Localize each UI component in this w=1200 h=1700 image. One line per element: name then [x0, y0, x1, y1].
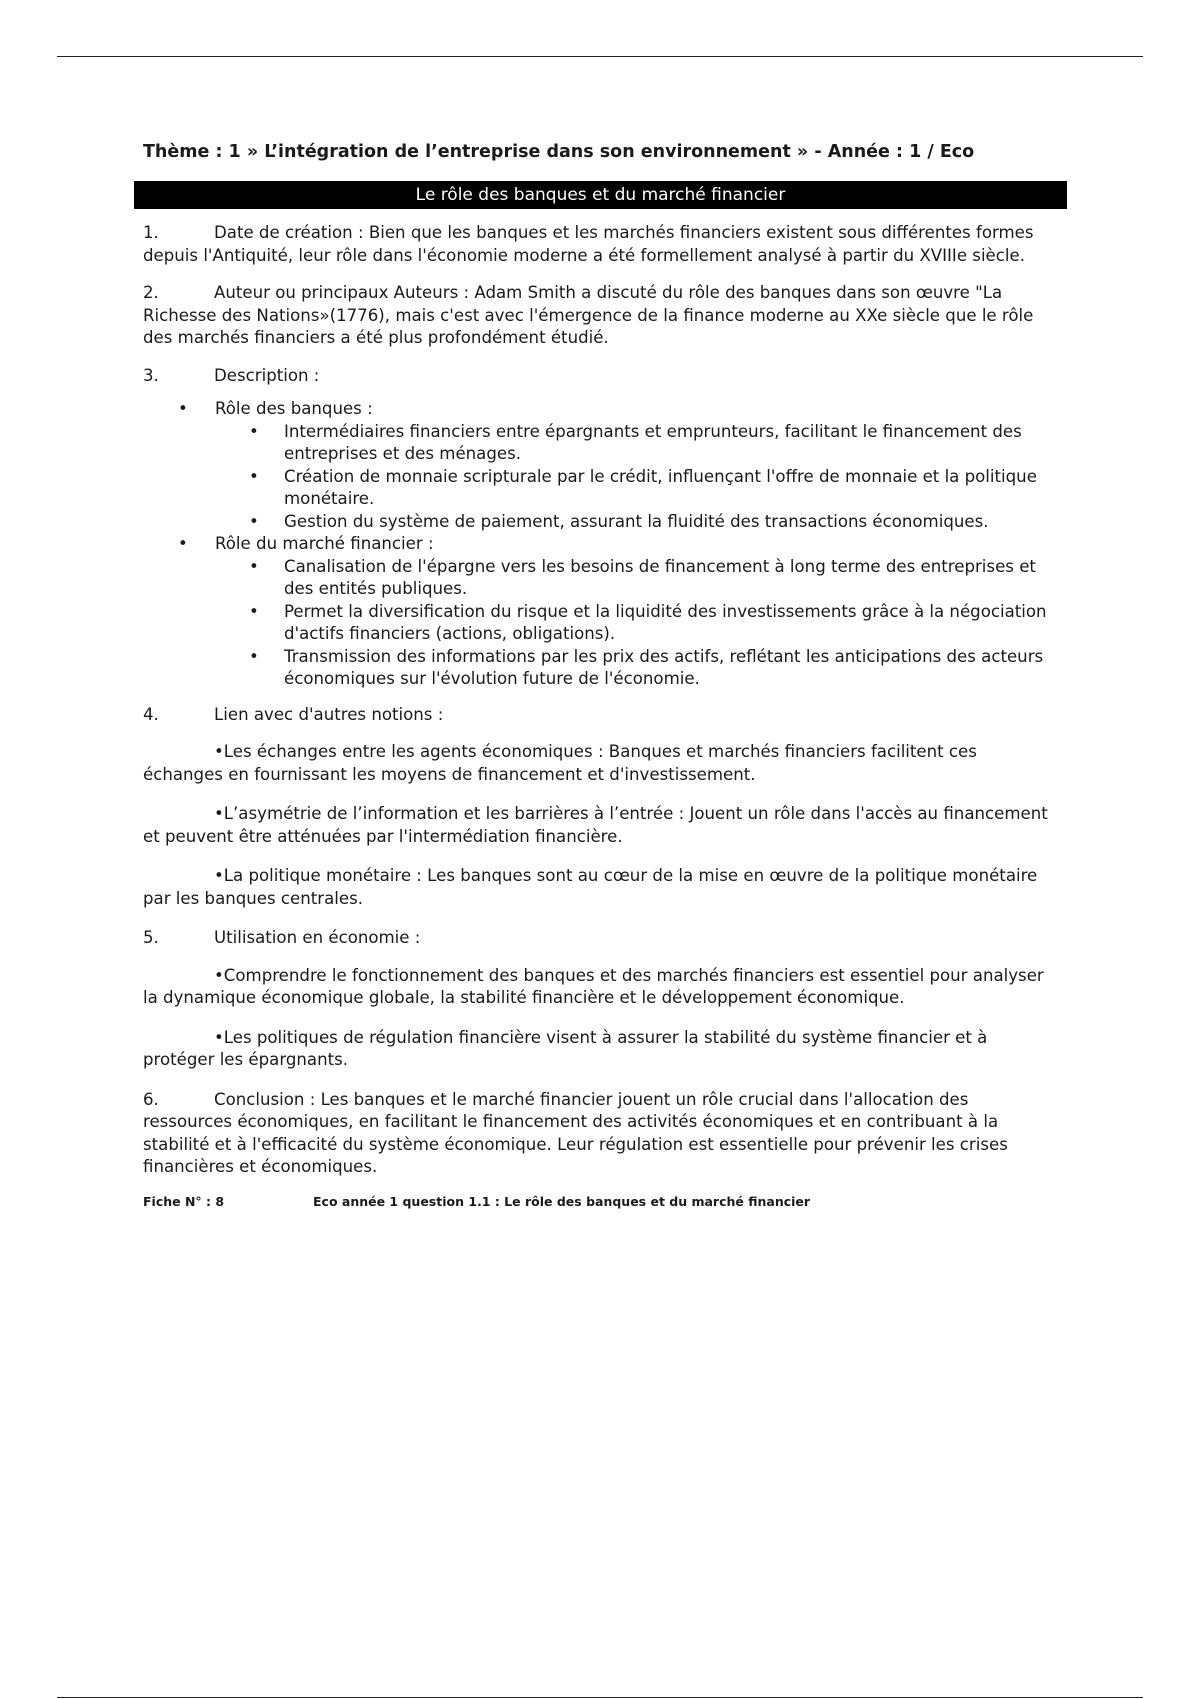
- notion-item: •L’asymétrie de l’information et les barrières à l’entrée : Jouent un rôle dans l'accès au financement et peuvent être atténuées par l'intermédiation financière.: [143, 804, 1048, 846]
- marche-label: Rôle du marché financier :: [215, 534, 434, 553]
- section-3-number: 3.: [143, 365, 159, 385]
- section-6-number: 6.: [143, 1089, 159, 1109]
- section-4-number: 4.: [143, 704, 159, 724]
- document-title: Le rôle des banques et du marché financier: [134, 181, 1067, 209]
- list-item-banques: [178, 398, 1058, 533]
- usage-item: •Les politiques de régulation financière visent à assurer la stabilité du système financier et à protéger les épargnants.: [143, 1027, 988, 1069]
- notion-item: •La politique monétaire : Les banques sont au cœur de la mise en œuvre de la politique monétaire par les banques centrales.: [143, 866, 1038, 908]
- section-1-number: 1.: [143, 223, 159, 242]
- list-item: • Canalisation de l'épargne vers les besoins de financement à long terme des entreprises et des entités publiques.: [249, 556, 1058, 601]
- marche-sublist: [215, 556, 1058, 691]
- section-3: [143, 365, 1058, 388]
- list-item: • Transmission des informations par les prix des actifs, reflétant les anticipations des acteurs économiques sur l'évolution future de l'économie.: [249, 646, 1058, 691]
- section-4: [143, 704, 1058, 727]
- section-6: [143, 1089, 1058, 1179]
- usage-item: •Comprendre le fonctionnement des banques et des marchés financiers est essentiel pour analyser la dynamique économique globale, la stabilité financière et le développement économique.: [143, 965, 1044, 1007]
- section-6-text: Conclusion : Les banques et le marché financier jouent un rôle crucial dans l'allocation des ressources économiques, en facilitant le financement des activités économiques et en contribuant à la stabilité et à l'efficacité du système économique. Leur régulation est essentielle pour prévenir les crises financières et économiques.: [143, 1089, 1008, 1176]
- document-body: [143, 142, 1058, 1209]
- bottom-rule: [57, 1697, 1143, 1698]
- notion-item: •Les échanges entre les agents économiques : Banques et marchés financiers facilitent ces échanges en fournissant les moyens de financement et d'investissement.: [143, 742, 977, 784]
- section-1-text: Date de création : Bien que les banques et les marchés financiers existent sous différentes formes depuis l'Antiquité, leur rôle dans l'économie moderne a été formellement analysé à partir du XVIIIe siècle.: [143, 223, 1034, 265]
- list-item: • Permet la diversification du risque et la liquidité des investissements grâce à la négociation d'actifs financiers (actions, obligations).: [249, 601, 1058, 646]
- section-5-text: Utilisation en économie :: [214, 928, 421, 947]
- fiche-reference: Eco année 1 question 1.1 : Le rôle des banques et du marché financier: [313, 1193, 811, 1209]
- section-4-text: Lien avec d'autres notions :: [214, 704, 444, 724]
- section-5-number: 5.: [143, 928, 159, 947]
- fiche-number: Fiche N° : 8: [143, 1193, 225, 1209]
- banques-label: Rôle des banques :: [215, 399, 373, 418]
- banques-sublist: [215, 421, 1058, 534]
- section-5: [143, 927, 1058, 950]
- section-3-text: Description :: [214, 365, 320, 385]
- list-item-marche: [178, 533, 1058, 691]
- list-item: • Création de monnaie scripturale par le crédit, influençant l'offre de monnaie et la politique monétaire.: [249, 466, 1058, 511]
- section-1: [143, 222, 1058, 267]
- section-2-text: Auteur ou principaux Auteurs : Adam Smith a discuté du rôle des banques dans son œuvre "La Richesse des Nations»(1776), mais c'est avec l'émergence de la finance moderne au XXe siècle que le rôle des marchés financiers a été plus profondément étudié.: [143, 283, 1034, 347]
- theme-line: Thème : 1 » L’intégration de l’entreprise dans son environnement » - Année : 1 / Eco: [143, 142, 975, 162]
- section-2-number: 2.: [143, 283, 159, 302]
- list-item: • Intermédiaires financiers entre épargnants et emprunteurs, facilitant le financement des entreprises et des ménages.: [249, 421, 1058, 466]
- section-2: [143, 282, 1058, 350]
- top-rule: [57, 56, 1143, 57]
- description-list: [143, 398, 1058, 691]
- document-footer: [143, 1194, 1058, 1209]
- list-item: • Gestion du système de paiement, assurant la fluidité des transactions économiques.: [249, 511, 1058, 534]
